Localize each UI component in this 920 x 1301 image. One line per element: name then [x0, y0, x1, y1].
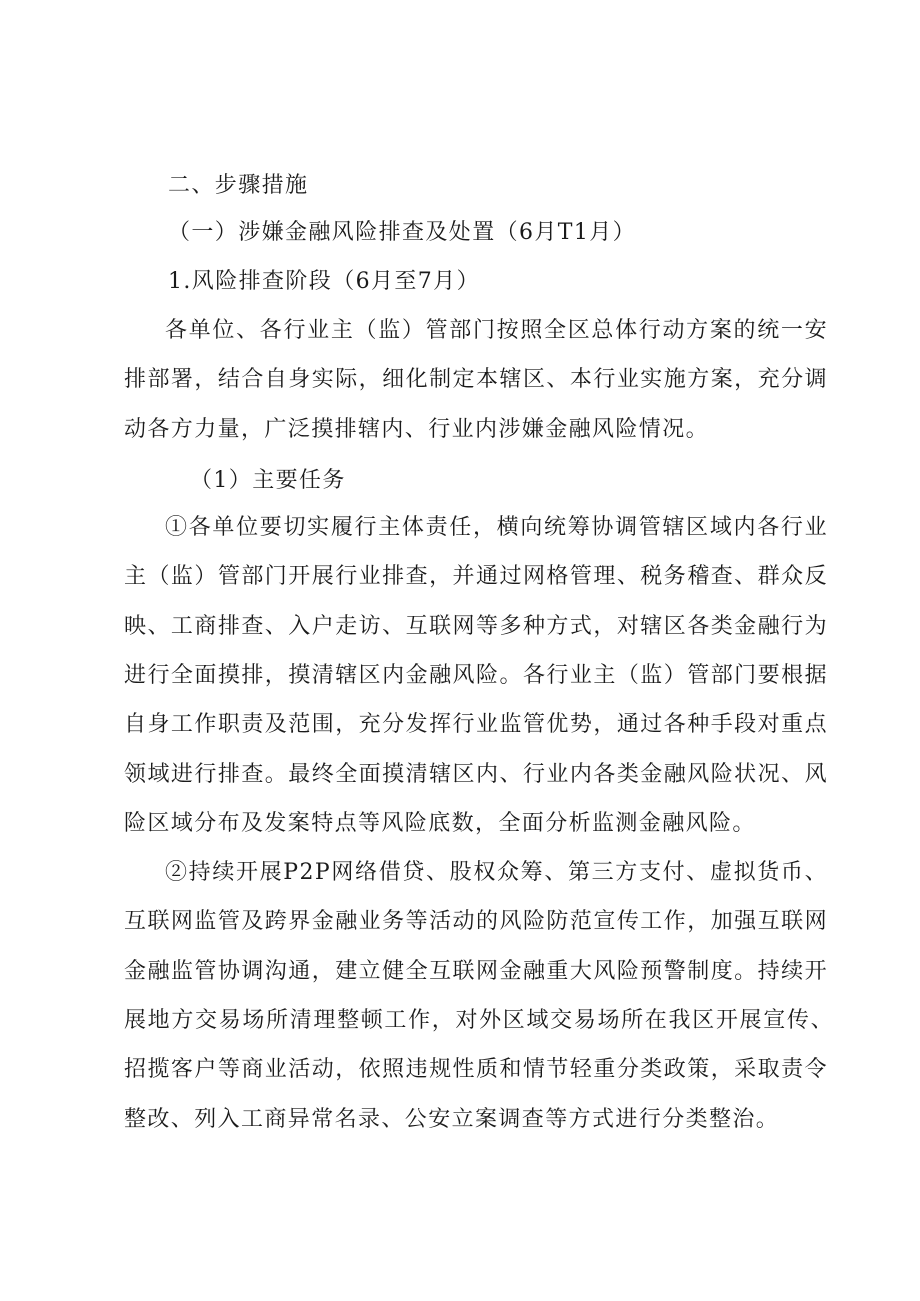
tasks-heading: （1）主要任务	[190, 468, 346, 493]
paragraph-2-line-1: ①各单位要切实履行主体责任，横向统筹协调管辖区域内各行业	[165, 515, 828, 540]
paragraph-2-line-2: 主（监）管部门开展行业排查，并通过网格管理、税务稽查、群众反	[124, 564, 828, 589]
stage-heading: 1.风险排查阶段（6月至7月）	[168, 269, 480, 294]
subsection-heading: （一）涉嫌金融风险排查及处置（6月T1月）	[168, 220, 637, 245]
paragraph-3-line-1: ②持续开展P2P网络借贷、股权众筹、第三方支付、虚拟货币、	[165, 860, 828, 885]
paragraph-1-line-3: 动各方力量，广泛摸排辖内、行业内涉嫌金融风险情况。	[124, 417, 710, 442]
paragraph-2-line-7: 险区域分布及发案特点等风险底数，全面分析监测金融风险。	[124, 811, 756, 836]
section-heading: 二、步骤措施	[168, 173, 309, 198]
paragraph-1-line-2: 排部署，结合自身实际，细化制定本辖区、本行业实施方案，充分调	[124, 367, 828, 392]
paragraph-2-line-6: 领域进行排查。最终全面摸清辖区内、行业内各类金融风险状况、风	[124, 762, 828, 787]
paragraph-2-line-5: 自身工作职责及范围，充分发挥行业监管优势，通过各种手段对重点	[124, 712, 828, 737]
paragraph-1-line-1: 各单位、各行业主（监）管部门按照全区总体行动方案的统一安	[165, 318, 828, 343]
paragraph-3-line-4: 展地方交易场所清理整顿工作，对外区域交易场所在我区开展宣传、	[124, 1008, 834, 1033]
paragraph-3-line-5: 招揽客户等商业活动，依照违规性质和情节轻重分类政策，采取责令	[124, 1057, 828, 1082]
paragraph-3-line-2: 互联网监管及跨界金融业务等活动的风险防范宣传工作，加强互联网	[124, 909, 828, 934]
paragraph-3-line-3: 金融监管协调沟通，建立健全互联网金融重大风险预警制度。持续开	[124, 959, 828, 984]
paragraph-2-line-4: 进行全面摸排，摸清辖区内金融风险。各行业主（监）管部门要根据	[124, 663, 828, 688]
paragraph-2-line-3: 映、工商排查、入户走访、互联网等多种方式，对辖区各类金融行为	[124, 614, 828, 639]
paragraph-3-line-6: 整改、列入工商异常名录、公安立案调查等方式进行分类整治。	[124, 1107, 780, 1132]
